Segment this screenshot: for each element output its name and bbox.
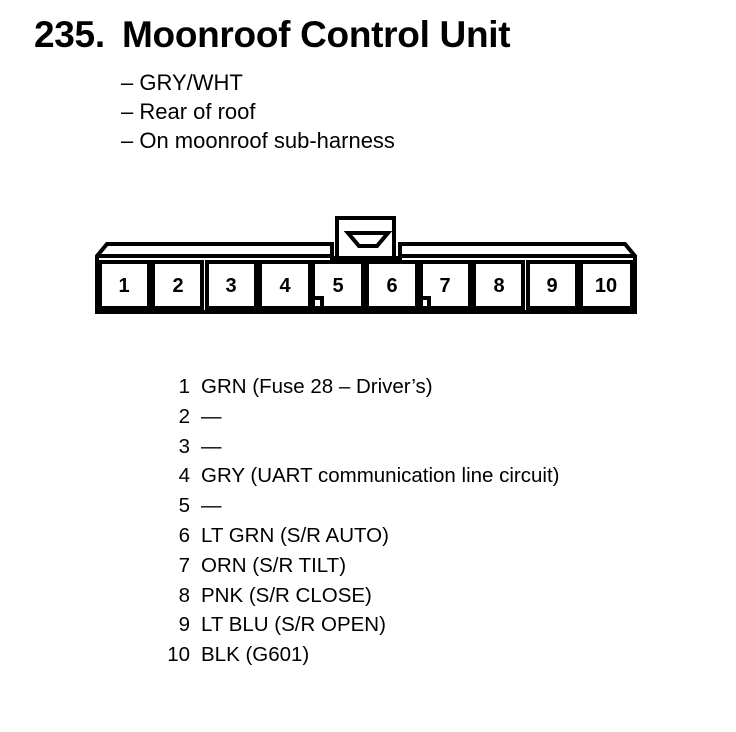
pin-number: 5 xyxy=(178,494,190,518)
note-location: – Rear of roof xyxy=(121,99,256,124)
cavity-label-4: 4 xyxy=(279,275,291,297)
pinout-row xyxy=(160,581,560,611)
locking-tab-latch xyxy=(348,233,388,246)
pin-number: 1 xyxy=(178,375,190,398)
pin-number: 8 xyxy=(178,583,190,607)
pin-description: GRY (UART communication line circuit) xyxy=(201,464,560,488)
pin-description: BLK (G601) xyxy=(201,643,310,667)
connector-diagram xyxy=(0,0,736,340)
note-harness: – On moonroof sub-harness xyxy=(121,128,395,153)
pin-description: — xyxy=(201,404,222,428)
pin-description: PNK (S/R CLOSE) xyxy=(201,583,372,607)
pin-number: 6 xyxy=(178,523,190,547)
pin-description: — xyxy=(201,434,222,458)
cavity-label-6: 6 xyxy=(386,275,398,297)
pin-description: ORN (S/R TILT) xyxy=(201,553,347,577)
pin-number: 3 xyxy=(178,434,190,458)
pinout-row xyxy=(160,521,560,551)
cavity-label-5: 5 xyxy=(332,275,344,297)
cavity-label-2: 2 xyxy=(172,275,184,297)
pinout-list xyxy=(160,372,560,670)
pin-description: — xyxy=(201,494,222,518)
pinout-row xyxy=(160,432,560,462)
cavity-label-3: 3 xyxy=(225,275,237,297)
pinout-row xyxy=(160,372,560,402)
pin-description: GRN (Fuse 28 – Driver’s) xyxy=(201,375,433,398)
component-name: Moonroof Control Unit xyxy=(122,14,511,55)
note-color: – GRY/WHT xyxy=(121,70,243,95)
pin-description: LT GRN (S/R AUTO) xyxy=(201,523,389,547)
pin-number: 7 xyxy=(178,553,190,577)
pin-number: 2 xyxy=(178,404,190,428)
cavity-label-10: 10 xyxy=(594,275,618,297)
diagram-number: 235. xyxy=(34,14,105,55)
pin-number: 9 xyxy=(178,613,190,637)
cavity-label-7: 7 xyxy=(439,275,451,297)
pin-number: 10 xyxy=(167,643,190,667)
pinout-row xyxy=(160,402,560,432)
pinout-row xyxy=(160,551,560,581)
cavity-label-8: 8 xyxy=(493,275,505,297)
pinout-row xyxy=(160,461,560,491)
pinout-row xyxy=(160,610,560,640)
pinout-row xyxy=(160,491,560,521)
cavity-label-9: 9 xyxy=(546,275,558,297)
pin-description: LT BLU (S/R OPEN) xyxy=(201,613,386,637)
pinout-row xyxy=(160,640,560,670)
cavity-label-1: 1 xyxy=(118,275,130,297)
pin-number: 4 xyxy=(178,464,190,488)
